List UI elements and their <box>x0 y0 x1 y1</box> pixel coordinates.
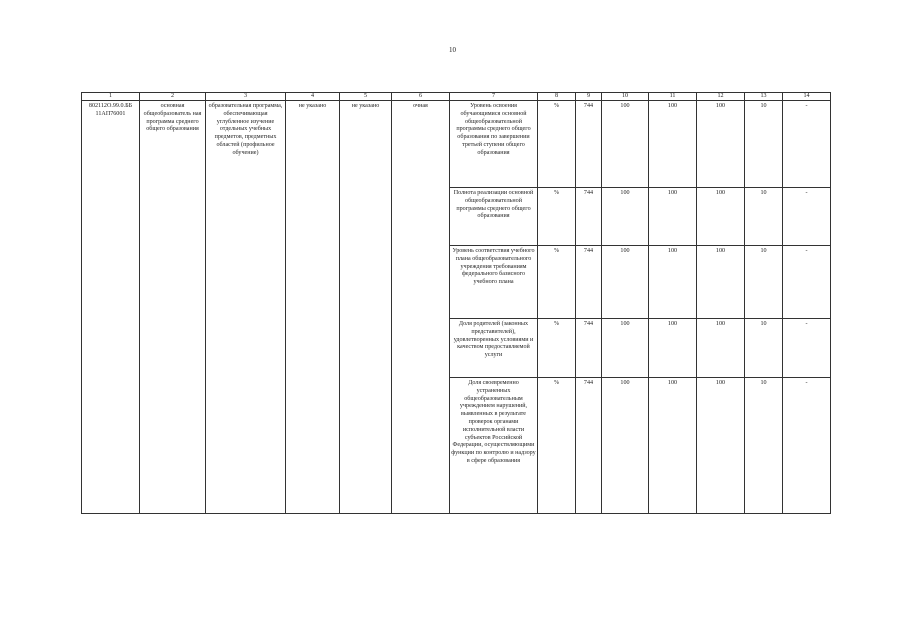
indicator-unit: % <box>538 188 576 246</box>
indicator-deviation: 10 <box>745 246 783 319</box>
indicator-value-3: 100 <box>697 319 745 378</box>
indicator-value-1: 100 <box>602 246 649 319</box>
indicator-value-2: 100 <box>649 246 697 319</box>
indicator-value-2: 100 <box>649 319 697 378</box>
indicator-abs: - <box>783 188 831 246</box>
col-header: 2 <box>140 93 206 101</box>
indicator-unit: % <box>538 378 576 514</box>
table-row <box>82 101 831 188</box>
indicator-value-3: 100 <box>697 378 745 514</box>
indicator-deviation: 10 <box>745 188 783 246</box>
col-header: 1 <box>82 93 140 101</box>
registry-code: 802112О.99.0.ББ 11АП76001 <box>82 101 140 514</box>
condition-5: не указано <box>340 101 392 514</box>
indicator-value-2: 100 <box>649 101 697 188</box>
indicator-deviation: 10 <box>745 101 783 188</box>
study-form: очная <box>392 101 450 514</box>
page-number: 10 <box>449 46 456 54</box>
col-header: 4 <box>286 93 340 101</box>
col-header: 12 <box>697 93 745 101</box>
indicator-abs: - <box>783 319 831 378</box>
indicator-value-3: 100 <box>697 188 745 246</box>
indicator-okei: 744 <box>576 319 602 378</box>
service-quality-table <box>81 92 831 514</box>
col-header: 6 <box>392 93 450 101</box>
condition-4: не указано <box>286 101 340 514</box>
indicator-deviation: 10 <box>745 319 783 378</box>
indicator-unit: % <box>538 319 576 378</box>
col-header: 9 <box>576 93 602 101</box>
program-content: образовательная программа, обеспечивающая углубленное изучение отдельных учебных предметов, предметных областей (профильное обучение) <box>206 101 286 514</box>
header-row <box>82 93 831 101</box>
col-header: 10 <box>602 93 649 101</box>
indicator-abs: - <box>783 378 831 514</box>
indicator-value-1: 100 <box>602 188 649 246</box>
col-header: 3 <box>206 93 286 101</box>
indicator-name: Уровень соответствия учебного плана общеобразовательного учреждения требованиям федерального базисного учебного плана <box>450 246 538 319</box>
indicator-value-2: 100 <box>649 188 697 246</box>
col-header: 11 <box>649 93 697 101</box>
indicator-okei: 744 <box>576 378 602 514</box>
col-header: 7 <box>450 93 538 101</box>
indicator-name: Доля родителей (законных представителей), удовлетворенных условиями и качеством предоставляемой услуги <box>450 319 538 378</box>
indicator-deviation: 10 <box>745 378 783 514</box>
indicator-abs: - <box>783 101 831 188</box>
indicator-value-2: 100 <box>649 378 697 514</box>
indicator-value-1: 100 <box>602 101 649 188</box>
col-header: 13 <box>745 93 783 101</box>
indicator-value-1: 100 <box>602 319 649 378</box>
indicator-name: Полнота реализации основной общеобразовательной программы среднего общего образования <box>450 188 538 246</box>
indicator-abs: - <box>783 246 831 319</box>
indicator-name: Доля своевременно устраненных общеобразовательным учреждением нарушений, выявленных в результате проверок органами исполнительной власти субъектов Российской Федерации, осуществляющими функции по контролю и надзору в сфере образования <box>450 378 538 514</box>
col-header: 14 <box>783 93 831 101</box>
indicator-okei: 744 <box>576 101 602 188</box>
indicator-value-3: 100 <box>697 246 745 319</box>
col-header: 8 <box>538 93 576 101</box>
indicator-value-1: 100 <box>602 378 649 514</box>
indicator-name: Уровень освоения обучающимися основной общеобразовательной программы среднего общего образования по завершении третьей ступени общего образования <box>450 101 538 188</box>
indicator-unit: % <box>538 246 576 319</box>
indicator-unit: % <box>538 101 576 188</box>
program-name: основная общеобразователь ная программа среднего общего образования <box>140 101 206 514</box>
indicator-value-3: 100 <box>697 101 745 188</box>
col-header: 5 <box>340 93 392 101</box>
indicator-okei: 744 <box>576 188 602 246</box>
indicator-okei: 744 <box>576 246 602 319</box>
